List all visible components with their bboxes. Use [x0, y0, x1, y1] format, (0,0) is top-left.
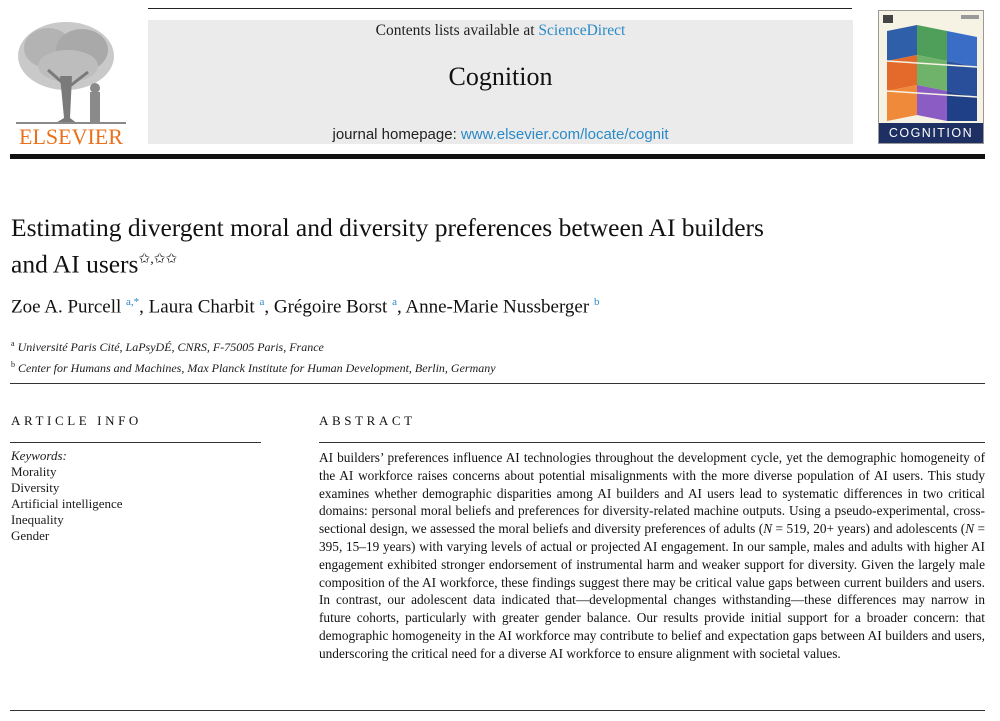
- affiliation-text: Université Paris Cité, LaPsyDÉ, CNRS, F-75005 Paris, France: [17, 340, 324, 354]
- journal-cover[interactable]: [878, 10, 984, 144]
- contents-line: [148, 22, 853, 40]
- author-name[interactable]: Laura Charbit: [148, 296, 255, 318]
- journal-title: Cognition: [448, 62, 553, 91]
- homepage-prefix: journal homepage:: [332, 126, 457, 143]
- article-title: [11, 212, 911, 281]
- elsevier-logo[interactable]: [8, 14, 134, 149]
- abstract-n-symbol: N: [965, 521, 975, 537]
- article-info-heading: ARTICLE INFO: [11, 413, 142, 428]
- abstract-part: = 395, 15–19 years) with varying levels of actual or projected AI engagement. In our sample, males and adults with higher AI engagement exhibited stronger endorsement of instrumental harm and weaker support for diversity. Given the largely male composition of the AI workforce, these findings suggest there may be critical value gaps between current builders and users. In contrast, our adolescent data indicated that—developmental changes withstanding—these differences may narrow in future cohorts, particularly with greater gender balance. Our results provide initial support for a broader concern: that demographic homogeneity in the AI workforce may contribute to belief and expectation gaps between AI builders and users, underscoring the critical need for a diverse AI workforce to ensure alignment with societal values.: [319, 521, 986, 661]
- author-affil-mark[interactable]: a: [392, 296, 397, 308]
- author-name[interactable]: Zoe A. Purcell: [11, 296, 122, 318]
- keyword-item: Diversity: [11, 480, 60, 495]
- title-footnote-stars[interactable]: ✩,✩✩: [138, 252, 178, 267]
- article-info-rule: [10, 442, 261, 443]
- author-affil-mark[interactable]: b: [593, 296, 600, 308]
- affiliation-mark: b: [11, 360, 15, 369]
- header-thick-rule: [10, 154, 985, 159]
- affiliation-text: Center for Humans and Machines, Max Planck Institute for Human Development, Berlin, Germany: [18, 361, 496, 375]
- author-affil-mark[interactable]: a: [259, 296, 265, 308]
- journal-banner: [148, 20, 853, 144]
- title-line-2: and AI users: [11, 249, 139, 279]
- abstract-part: = 519, 20+ years) and adolescents (: [772, 521, 966, 537]
- keyword-item: Morality: [11, 464, 57, 479]
- keywords-label: Keywords:: [11, 448, 67, 463]
- section-divider: [10, 383, 985, 384]
- affiliation-mark: a: [11, 339, 15, 348]
- author-name[interactable]: Anne-Marie Nussberger: [405, 296, 590, 318]
- homepage-link[interactable]: www.elsevier.com/locate/cognit: [460, 126, 669, 143]
- abstract-rule: [319, 442, 985, 443]
- title-line-1: Estimating divergent moral and diversity preferences between AI builders: [11, 213, 764, 242]
- header-top-rule: [148, 8, 852, 9]
- cover-blocks-icon: [879, 11, 984, 125]
- affiliation-item: [11, 356, 911, 377]
- affiliations: [11, 335, 911, 377]
- publisher-name: ELSEVIER: [19, 124, 123, 149]
- author-affil-mark[interactable]: a,*: [126, 296, 140, 308]
- abstract-n-symbol: N: [763, 521, 773, 537]
- bottom-rule: [10, 710, 985, 711]
- keyword-item: Inequality: [11, 512, 64, 527]
- sciencedirect-link[interactable]: ScienceDirect: [538, 22, 626, 39]
- abstract-part: AI builders’ preferences influence AI technologies throughout the development cycle, yet the demographic homogeneity of the AI workforce raises concerns about potential misalignments with the more diverse population of AI users. This study examines whether demographic disparities among AI builders and AI users lead to systematic differences in two critical domains: personal moral beliefs and preferences for diversity-related machine outputs. Using a pseudo-experimental, cross-sectional design, we assessed the moral beliefs and diversity preferences of adults (: [319, 450, 985, 537]
- author-list: Zoe A. Purcell $^{a,*}$, Laura Charbit $^a$, Grégoire Borst $^a$, Anne-Marie Nussberger $^b$: [11, 296, 600, 318]
- cover-label: COGNITION: [879, 123, 983, 143]
- abstract-heading: ABSTRACT: [319, 413, 416, 428]
- keyword-item: Artificial intelligence: [11, 496, 123, 511]
- author-name[interactable]: Grégoire Borst: [273, 296, 388, 318]
- abstract-text: [319, 449, 985, 663]
- contents-prefix: Contents lists available at: [375, 22, 535, 39]
- keywords-block: [11, 448, 123, 544]
- keyword-item: Gender: [11, 528, 50, 543]
- affiliation-item: [11, 335, 911, 356]
- homepage-line: [148, 126, 853, 143]
- tree-logo-icon: [8, 14, 134, 149]
